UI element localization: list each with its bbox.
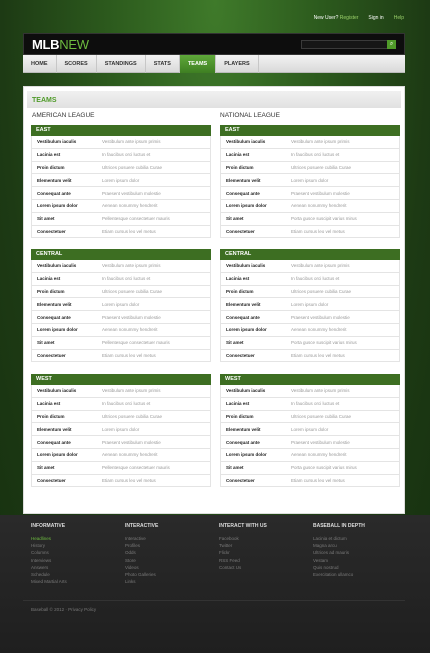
team-name[interactable]: Consectetuer (37, 352, 66, 358)
team-row[interactable] (220, 462, 400, 475)
division-header: CENTRAL (31, 249, 211, 260)
search-input[interactable] (302, 41, 387, 48)
team-name[interactable]: Consequat ante (37, 314, 71, 320)
team-row[interactable] (31, 475, 211, 488)
team-row[interactable] (220, 423, 400, 436)
team-name[interactable]: Lorem ipsum dolor (37, 452, 78, 458)
team-description: Aenean nonummy hendrerit (102, 203, 158, 209)
footer-col-interactive (117, 520, 211, 620)
footer-link[interactable]: Videos (125, 564, 139, 570)
footer-link[interactable]: Quis nostrud (313, 564, 339, 570)
team-description: Ultrices posuere cubilia Curae (102, 164, 163, 170)
footer-link[interactable]: Facebook (219, 536, 239, 541)
team-name[interactable]: Consectetuer (226, 228, 255, 234)
team-name[interactable]: Consequat ante (37, 190, 71, 196)
team-row[interactable] (31, 398, 211, 411)
top-user-bar (314, 15, 404, 21)
team-name[interactable]: Proin dictum (37, 288, 65, 294)
footer-link[interactable]: Schedule (31, 572, 50, 578)
footer-link[interactable]: Flickr (219, 550, 230, 556)
team-row[interactable] (31, 260, 211, 273)
search-icon: ⌕ (389, 40, 394, 47)
footer-heading: INTERACTIVE (125, 523, 159, 529)
site-footer (23, 520, 405, 620)
footer-link[interactable]: Store (125, 557, 136, 563)
team-description: Aenean nonummy hendrerit (102, 327, 158, 333)
team-description: Lorem ipsum dolor (291, 301, 329, 307)
team-description: Etiam cursus leo vel metus (291, 352, 345, 358)
tab-players[interactable]: PLAYERS (216, 55, 258, 73)
team-description: Praesent vestibulum molestie (102, 439, 161, 445)
footer-link[interactable]: Mixed Martial Arts (31, 579, 67, 585)
tab-home[interactable]: HOME (23, 55, 57, 73)
team-row[interactable] (31, 423, 211, 436)
team-name[interactable]: Lorem ipsum dolor (37, 203, 78, 209)
team-row[interactable] (31, 411, 211, 424)
team-description: In faucibus orci luctus et (102, 401, 151, 407)
site-header (23, 33, 405, 55)
team-name[interactable]: Lorem ipsum dolor (226, 327, 267, 333)
division-al-central (31, 249, 211, 362)
footer-link[interactable]: Links (125, 579, 136, 585)
team-row[interactable] (31, 449, 211, 462)
team-description: Vestibulum ante ipsum primis (102, 263, 161, 269)
team-description: Etiam cursus leo vel metus (102, 352, 156, 358)
team-description: Etiam cursus leo vel metus (102, 228, 156, 234)
team-name[interactable]: Consequat ante (37, 439, 71, 445)
team-description: Ultrices posuere cubilia Curae (102, 288, 163, 294)
footer-link[interactable]: History (31, 543, 46, 549)
team-description: Pellentesque consectetuer mauris (102, 340, 170, 346)
team-name[interactable]: Proin dictum (226, 288, 254, 294)
team-name[interactable]: Sit amet (226, 216, 244, 222)
division-al-west (31, 374, 211, 487)
footer-link[interactable]: Lacinia et dictum (313, 536, 347, 541)
team-description: Vestibulum ante ipsum primis (291, 139, 350, 145)
search-button[interactable] (387, 40, 396, 49)
team-description: Praesent vestibulum molestie (291, 190, 350, 196)
team-description: Praesent vestibulum molestie (291, 439, 350, 445)
team-name[interactable]: Elementum velit (37, 177, 72, 183)
team-description: Etiam cursus leo vel metus (291, 477, 345, 483)
team-name[interactable]: Vestibulum iaculis (37, 263, 77, 269)
footer-link[interactable]: Profiles (125, 543, 141, 549)
team-row[interactable] (220, 475, 400, 488)
team-name[interactable]: Sit amet (37, 465, 55, 471)
footer-link[interactable]: Vestam (313, 557, 329, 563)
site-logo[interactable]: MLBNEW (32, 36, 89, 52)
team-description: Praesent vestibulum molestie (102, 314, 161, 320)
team-row[interactable] (31, 298, 211, 311)
team-row[interactable] (220, 350, 400, 363)
team-row[interactable] (31, 311, 211, 324)
team-name[interactable]: Consectetuer (37, 228, 66, 234)
main-nav (23, 55, 405, 73)
team-description: In faucibus orci luctus et (291, 276, 340, 282)
team-description: Vestibulum ante ipsum primis (291, 388, 350, 394)
team-name[interactable]: Elementum velit (226, 177, 261, 183)
footer-link[interactable]: Columns (31, 550, 49, 556)
team-name[interactable]: Vestibulum iaculis (226, 388, 266, 394)
team-name[interactable]: Lacinia est (37, 401, 61, 407)
division-al-east (31, 125, 211, 238)
team-row[interactable] (220, 449, 400, 462)
team-row[interactable] (31, 436, 211, 449)
team-description: Praesent vestibulum molestie (102, 190, 161, 196)
team-row[interactable] (31, 149, 211, 162)
team-name[interactable]: Lorem ipsum dolor (226, 452, 267, 458)
team-name[interactable]: Vestibulum iaculis (226, 263, 266, 269)
footer-col-baseball (305, 520, 399, 620)
team-description: Ultrices posuere cubilia Curae (291, 288, 352, 294)
team-row[interactable] (220, 213, 400, 226)
team-description: Etiam cursus leo vel metus (291, 228, 345, 234)
team-row[interactable] (31, 385, 211, 398)
team-row[interactable] (31, 200, 211, 213)
footer-link[interactable]: Photo Galleries (125, 572, 156, 578)
footer-heading: BASEBALL IN DEPTH (313, 523, 365, 529)
team-row[interactable] (220, 298, 400, 311)
team-row[interactable] (220, 149, 400, 162)
page-title: TEAMS (27, 91, 401, 108)
team-description: Praesent vestibulum molestie (291, 314, 350, 320)
team-row[interactable] (220, 311, 400, 324)
team-name[interactable]: Lacinia est (226, 152, 250, 158)
national-league-label: NATIONAL LEAGUE (220, 112, 280, 119)
team-name[interactable]: Lacinia est (37, 152, 61, 158)
team-name[interactable]: Sit amet (226, 340, 244, 346)
team-name[interactable]: Elementum velit (37, 426, 72, 432)
team-description: Lorem ipsum dolor (291, 177, 329, 183)
team-description: Aenean nonummy hendrerit (102, 452, 158, 458)
tab-teams[interactable]: TEAMS (180, 55, 216, 73)
team-row[interactable] (220, 385, 400, 398)
team-row[interactable] (31, 273, 211, 286)
team-row[interactable] (31, 226, 211, 239)
team-row[interactable] (220, 324, 400, 337)
footer-link[interactable]: Exercitation ullamco (313, 572, 354, 578)
team-row[interactable] (220, 226, 400, 239)
division-header: EAST (220, 125, 400, 136)
team-name[interactable]: Consequat ante (226, 190, 260, 196)
team-name[interactable]: Proin dictum (226, 413, 254, 419)
footer-link[interactable]: Ultrices ad mauris (313, 550, 350, 556)
footer-heading: INFORMATIVE (31, 523, 66, 529)
team-description: Vestibulum ante ipsum primis (102, 388, 161, 394)
team-row[interactable] (220, 260, 400, 273)
team-description: Ultrices posuere cubilia Curae (291, 413, 352, 419)
team-row[interactable] (220, 398, 400, 411)
american-league-label: AMERICAN LEAGUE (32, 112, 95, 119)
team-description: Pellentesque consectetuer mauris (102, 216, 170, 222)
team-description: Lorem ipsum dolor (102, 177, 140, 183)
team-name[interactable]: Elementum velit (226, 301, 261, 307)
team-row[interactable] (220, 174, 400, 187)
team-name[interactable]: Lacinia est (226, 276, 250, 282)
team-description: Porta gusce suscipit varius mirus (291, 465, 357, 471)
team-row[interactable] (31, 136, 211, 149)
team-name[interactable]: Elementum velit (37, 301, 72, 307)
team-name[interactable]: Sit amet (37, 340, 55, 346)
footer-link[interactable]: RSS Feed (219, 557, 240, 563)
team-name[interactable]: Consectetuer (226, 352, 255, 358)
footer-heading: INTERACT WITH US (219, 523, 267, 529)
team-description: In faucibus orci luctus et (291, 152, 340, 158)
team-row[interactable] (220, 411, 400, 424)
team-description: Vestibulum ante ipsum primis (291, 263, 350, 269)
team-row[interactable] (220, 162, 400, 175)
team-row[interactable] (31, 162, 211, 175)
team-description: Aenean nonummy hendrerit (291, 452, 347, 458)
team-name[interactable]: Consectetuer (37, 477, 66, 483)
tab-stats[interactable]: STATS (146, 55, 180, 73)
team-name[interactable]: Consequat ante (226, 439, 260, 445)
team-row[interactable] (31, 213, 211, 226)
division-nl-central (220, 249, 400, 362)
team-row[interactable] (220, 436, 400, 449)
team-description: In faucibus orci luctus et (291, 401, 340, 407)
team-name[interactable]: Consectetuer (226, 477, 255, 483)
team-description: Ultrices posuere cubilia Curae (291, 164, 352, 170)
team-name[interactable]: Lacinia est (226, 401, 250, 407)
sign-in-link[interactable]: Sign in (368, 15, 384, 21)
team-description: Porta gusce suscipit varius mirus (291, 216, 357, 222)
team-description: Ultrices posuere cubilia Curae (102, 413, 163, 419)
footer-divider (23, 600, 405, 601)
team-row[interactable] (220, 273, 400, 286)
team-name[interactable]: Vestibulum iaculis (37, 388, 77, 394)
footer-link[interactable]: Interviews (31, 557, 52, 563)
team-row[interactable] (220, 200, 400, 213)
team-name[interactable]: Proin dictum (37, 164, 65, 170)
team-name[interactable]: Sit amet (226, 465, 244, 471)
division-header: WEST (31, 374, 211, 385)
team-description: Lorem ipsum dolor (102, 426, 140, 432)
team-row[interactable] (220, 337, 400, 350)
division-header: EAST (31, 125, 211, 136)
footer-col-interact (211, 520, 305, 620)
tab-scores[interactable]: SCORES (57, 55, 97, 73)
team-description: In faucibus orci luctus et (102, 276, 151, 282)
team-description: Aenean nonummy hendrerit (291, 203, 347, 209)
team-name[interactable]: Lorem ipsum dolor (37, 327, 78, 333)
team-row[interactable] (31, 337, 211, 350)
division-header: WEST (220, 374, 400, 385)
team-name[interactable]: Proin dictum (226, 164, 254, 170)
search-box (301, 40, 396, 49)
footer-col-informative (23, 520, 117, 620)
team-name[interactable]: Sit amet (37, 216, 55, 222)
team-name[interactable]: Proin dictum (37, 413, 65, 419)
team-name[interactable]: Lorem ipsum dolor (226, 203, 267, 209)
footer-link[interactable]: Twitter (219, 543, 233, 549)
main-content (23, 86, 405, 514)
team-row[interactable] (31, 324, 211, 337)
team-row[interactable] (31, 286, 211, 299)
team-row[interactable] (220, 136, 400, 149)
division-header: CENTRAL (220, 249, 400, 260)
team-description: Porta gusce suscipit varius mirus (291, 340, 357, 346)
team-description: Vestibulum ante ipsum primis (102, 139, 161, 145)
register-link[interactable]: Register (339, 15, 359, 21)
division-nl-east (220, 125, 400, 238)
team-row[interactable] (31, 187, 211, 200)
team-row[interactable] (220, 286, 400, 299)
footer-link[interactable]: Interactive (125, 536, 146, 541)
help-link[interactable]: Help (393, 15, 404, 21)
copyright-text: Baseball © 2012 · Privacy Policy (31, 607, 97, 612)
team-description: Etiam cursus leo vel metus (102, 477, 156, 483)
footer-link[interactable]: Contact Us (219, 564, 242, 570)
team-name[interactable]: Vestibulum iaculis (37, 139, 77, 145)
team-description: Lorem ipsum dolor (291, 426, 329, 432)
new-user-text: New User? Register (313, 15, 359, 21)
footer-link[interactable]: Headlines (31, 536, 52, 541)
division-nl-west (220, 374, 400, 487)
team-row[interactable] (31, 350, 211, 363)
tab-standings[interactable]: STANDINGS (97, 55, 146, 73)
team-description: Pellentesque consectetuer mauris (102, 465, 170, 471)
footer-link[interactable]: Answers (31, 564, 49, 570)
team-row[interactable] (31, 462, 211, 475)
team-description: Aenean nonummy hendrerit (291, 327, 347, 333)
team-row[interactable] (31, 174, 211, 187)
team-row[interactable] (220, 187, 400, 200)
team-name[interactable]: Elementum velit (226, 426, 261, 432)
footer-link[interactable]: Magna arcu (313, 543, 337, 549)
footer-link[interactable]: Odds (125, 550, 136, 556)
team-description: Lorem ipsum dolor (102, 301, 140, 307)
team-description: In faucibus orci luctus et (102, 152, 151, 158)
team-name[interactable]: Vestibulum iaculis (226, 139, 266, 145)
team-name[interactable]: Consequat ante (226, 314, 260, 320)
team-name[interactable]: Lacinia est (37, 276, 61, 282)
